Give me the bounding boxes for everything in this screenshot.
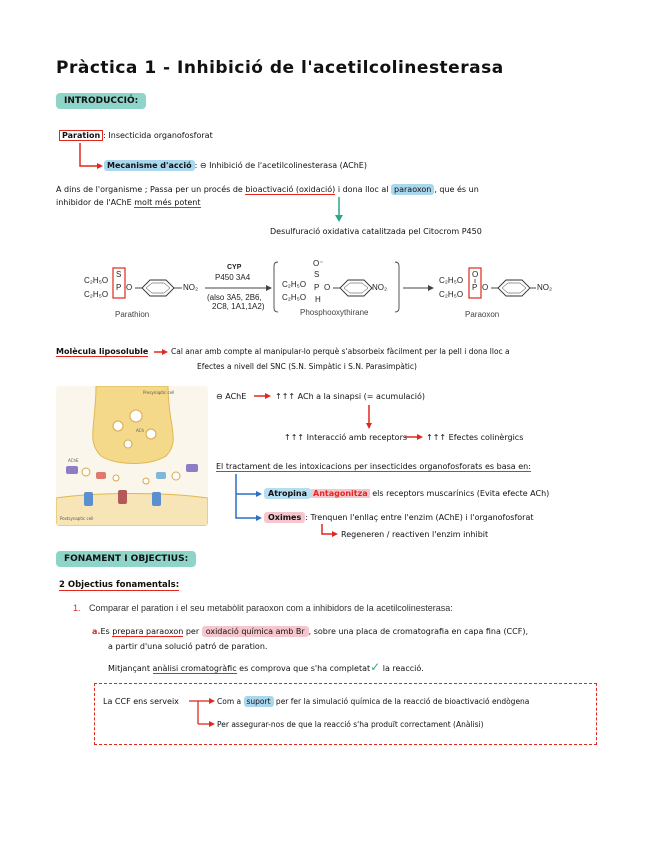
parathion-ethoxy-2: C₂H₅O <box>84 290 109 299</box>
objective-1-text: Comparar el paration i el seu metabòlit paraoxon com a inhibidors de la acetilcolinesterasa: <box>89 603 453 613</box>
ccf-box-line2: Per assegurar-nos de que la reacció s'ha produït correctament (Anàlisi) <box>217 720 484 729</box>
parathion-label: Paration <box>59 130 103 141</box>
oximes-line: Oximes : Trenquen l'enllaç entre l'enzim (AChE) i l'organofosforat <box>264 513 533 522</box>
parathion-sulfur: S <box>116 270 122 279</box>
intermediate-oxide: O⁻ <box>313 259 324 268</box>
parathion-desc: : Insecticida organofosforat <box>103 131 213 140</box>
antagonitza-term: Antagonitza <box>313 489 368 498</box>
suport-term: suport <box>244 696 274 707</box>
potent-term: molt més potent <box>134 198 201 207</box>
check-icon: ✓ <box>370 660 381 674</box>
p450-label: P450 3A4 <box>215 273 251 282</box>
ache-label: AChE <box>68 458 79 463</box>
ach-synapse: ↑↑↑ ACh a la sinapsi (= acumulació) <box>275 392 426 401</box>
objective-1-number: 1. <box>73 603 81 613</box>
paraoxon-oxygen: O <box>482 283 489 292</box>
prepara-term: prepara paraoxon <box>112 627 184 636</box>
paraoxon-phosphorus: P <box>472 283 478 292</box>
cholinergic-effects: ↑↑↑ Efectes colinèrgics <box>426 433 524 442</box>
page-title: Pràctica 1 - Inhibició de l'acetilcolinesterasa <box>56 58 504 78</box>
intermediate-ethoxy-1: C₂H₅O <box>282 280 307 289</box>
postsynaptic-label: Postsynaptic cell <box>60 516 94 521</box>
oxidacio-term: oxidació química amb Br <box>202 626 309 637</box>
ccf-box-line1: Com a suport per fer la simulació química de la reacció de bioactivació endògena <box>217 697 530 706</box>
paraoxon-term: paraoxon <box>391 184 434 195</box>
intermediate-hydrogen: H <box>315 295 321 304</box>
receptor-interaction: ↑↑↑ Interacció amb receptors <box>284 433 408 442</box>
fonament-heading: FONAMENT I OBJECTIUS: <box>56 554 196 564</box>
intermediate-oxygen: O <box>324 283 331 292</box>
paraoxon-label: Paraoxon <box>465 310 500 319</box>
objective-a-line3: Mitjançant anàlisi cromatogràfic es comprova que s'ha completat✓ la reacció. <box>108 660 424 674</box>
mechanism-desc: : ⊖ Inhibició de l'acetilcolinesterasa (AChE) <box>194 161 367 170</box>
paraoxon-ethoxy-2: C₂H₅O <box>439 290 464 299</box>
paraoxon-ethoxy-1: C₂H₅O <box>439 276 464 285</box>
objective-a-line2: a partir d'una solució patró de paration. <box>108 642 268 651</box>
intermediate-label: Phosphooxythirane <box>300 308 369 317</box>
also-label-1: (also 3A5, 2B6, <box>207 293 262 302</box>
intermediate-sulfur: S <box>314 270 320 279</box>
parathion-label: Parathion <box>115 310 150 319</box>
presynaptic-label: Presynaptic cell <box>143 390 175 395</box>
atropina-line: Atropina Antagonitza els receptors muscarínics (Evita efecte ACh) <box>264 489 549 498</box>
mechanism-label: Mecanisme d'acció <box>104 160 195 171</box>
liposoluble-desc-2: Efectes a nivell del SNC (S.N. Simpàtic i S.N. Parasimpàtic) <box>197 362 417 371</box>
liposoluble-line: Molècula liposoluble <box>56 347 149 356</box>
intermediate-ethoxy-2: C₂H₅O <box>282 293 307 302</box>
intermediate-phosphorus: P <box>314 283 320 292</box>
organism-line1: A dins de l'organisme ; Passa per un procés de bioactivació (oxidació) i dona lloc al paraoxon , que és un <box>56 185 479 194</box>
ach-label: ACh <box>136 428 144 433</box>
paraoxon-oxo: O <box>472 270 479 279</box>
intermediate-nitro: NO₂ <box>372 283 388 292</box>
objective-a-line1: a.Es prepara paraoxon per oxidació química amb Br , sobre una placa de cromatografia en capa fina (CCF), <box>92 627 528 636</box>
desulfuration-note: Desulfuració oxidativa catalitzada pel Citocrom P450 <box>270 227 482 236</box>
cyp-label: CYP <box>227 264 242 271</box>
ccf-box-label: La CCF ens serveix <box>103 697 179 706</box>
parathion-ethoxy-1: C₂H₅O <box>84 276 109 285</box>
intro-heading: INTRODUCCIÓ: <box>56 96 146 106</box>
parathion-phosphorus: P <box>116 283 122 292</box>
analisi-term: anàlisi cromatogràfic <box>152 664 237 673</box>
bioactivation-term: bioactivació (oxidació) <box>245 185 336 194</box>
liposoluble-desc-1: Cal anar amb compte al manipular-lo perquè s'absorbeix fàcilment per la pell i dona lloc a <box>171 347 510 356</box>
paraoxon-nitro: NO₂ <box>537 283 553 292</box>
oximes-sub: Regeneren / reactiven l'enzim inhibit <box>341 530 489 539</box>
parathion-oxygen: O <box>126 283 133 292</box>
organism-line2: inhibidor de l'AChE molt més potent <box>56 198 201 207</box>
parathion-nitro: NO₂ <box>183 283 199 292</box>
treatment-line: El tractament de les intoxicacions per insecticides organofosforats es basa en: <box>216 462 531 471</box>
objectives-heading: 2 Objectius fonamentals: <box>59 580 180 590</box>
also-label-2: 2C8, 1A1,1A2) <box>212 302 265 311</box>
ache-inhibition: ⊖ AChE <box>216 392 247 401</box>
